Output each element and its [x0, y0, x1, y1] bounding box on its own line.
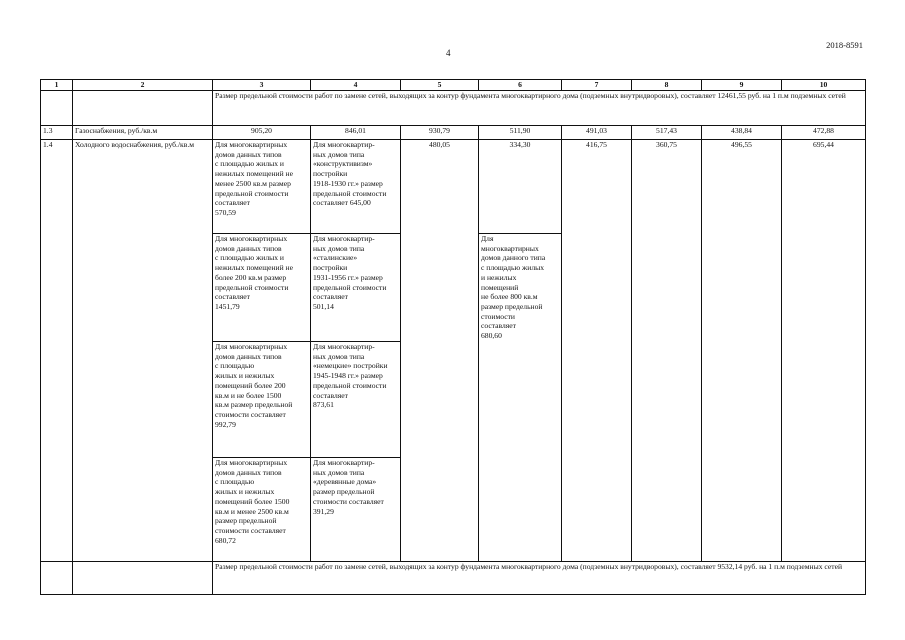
- col4-block-4: Для многоквартир- ных домов типа «деревянные дома» размер предельной стоимости составляет 391,29: [311, 458, 401, 562]
- col3-block-4: Для многоквартирных домов данных типов с площадью жилых и нежилых помещений более 1500 кв.м и менее 2500 кв.м размер предельной стоимости составляет 680,72: [213, 458, 311, 562]
- col-header-2: 2: [73, 80, 213, 91]
- value-col-8: 360,75: [632, 140, 702, 562]
- col3-block-3: Для многоквартирных домов данных типов с площадью жилых и нежилых помещений более 200 кв.м и не более 1500 кв.м размер предельной стоимости составляет 992,79: [213, 342, 311, 458]
- header-row: [41, 80, 866, 91]
- note-row-bottom: [41, 562, 866, 595]
- col-header-3: 3: [213, 80, 311, 91]
- note-row-top: [41, 91, 866, 126]
- col-header-9: 9: [702, 80, 782, 91]
- value-col-7: 491,03: [562, 126, 632, 140]
- cost-table: [40, 79, 866, 595]
- row-name: Холодного водоснабжения, руб./кв.м: [73, 140, 213, 562]
- col-header-1: 1: [41, 80, 73, 91]
- value-col-10: 472,88: [782, 126, 866, 140]
- value-col-4: 846,01: [311, 126, 401, 140]
- note-top: Размер предельной стоимости работ по замене сетей, выходящих за контур фундамента многоквартирного дома (подземных внутридворовых), составляет 12461,55 руб. на 1 п.м подземных сетей: [213, 91, 866, 126]
- col3-block-2: Для многоквартирных домов данных типов с площадью жилых и нежилых помещений не более 200 кв.м размер предельной стоимости составляет 1451,79: [213, 234, 311, 342]
- col4-block-1: Для многоквартир- ных домов типа «конструктивизм» постройки 1918-1930 гг.» размер предельной стоимости составляет 645,00: [311, 140, 401, 234]
- col-header-7: 7: [562, 80, 632, 91]
- col-header-8: 8: [632, 80, 702, 91]
- col4-block-2: Для многоквартир- ных домов типа «сталинские» постройки 1931-1956 гг.» размер предельной стоимости составляет 501,14: [311, 234, 401, 342]
- col-header-10: 10: [782, 80, 866, 91]
- col-header-6: 6: [479, 80, 562, 91]
- col3-block-1: Для многоквартирных домов данных типов с площадью жилых и нежилых помещений не менее 2500 кв.м размер предельной стоимости составляет 570,59: [213, 140, 311, 234]
- table-row-1-4: [41, 140, 866, 234]
- value-col-3: 905,20: [213, 126, 311, 140]
- row-number: 1.4: [41, 140, 73, 562]
- note-bottom: Размер предельной стоимости работ по замене сетей, выходящих за контур фундамента многоквартирного дома (подземных внутридворовых), составляет 9532,14 руб. на 1 п.м подземных сетей: [213, 562, 866, 595]
- value-col-5: 480,05: [401, 140, 479, 562]
- value-col-8: 517,43: [632, 126, 702, 140]
- value-col-6: 511,90: [479, 126, 562, 140]
- col-header-5: 5: [401, 80, 479, 91]
- row-number: 1.3: [41, 126, 73, 140]
- value-col-6: 334,30: [479, 140, 562, 234]
- value-col-5: 930,79: [401, 126, 479, 140]
- value-col-7: 416,75: [562, 140, 632, 562]
- value-col-9: 496,55: [702, 140, 782, 562]
- value-col-10: 695,44: [782, 140, 866, 562]
- document-code: 2018-8591: [826, 40, 863, 50]
- col6-note-block: Для многоквартирных домов данного типа с площадью жилых и нежилых помещений не более 800 кв.м размер предельной стоимости составляет 680,60: [479, 234, 562, 562]
- row-name: Газоснабжения, руб./кв.м: [73, 126, 213, 140]
- col-header-4: 4: [311, 80, 401, 91]
- page-number: 4: [446, 48, 451, 58]
- table-row-1-3: [41, 126, 866, 140]
- col4-block-3: Для многоквартир- ных домов типа «немецкие» постройки 1945-1948 гг.» размер предельной стоимости составляет 873,61: [311, 342, 401, 458]
- value-col-9: 438,84: [702, 126, 782, 140]
